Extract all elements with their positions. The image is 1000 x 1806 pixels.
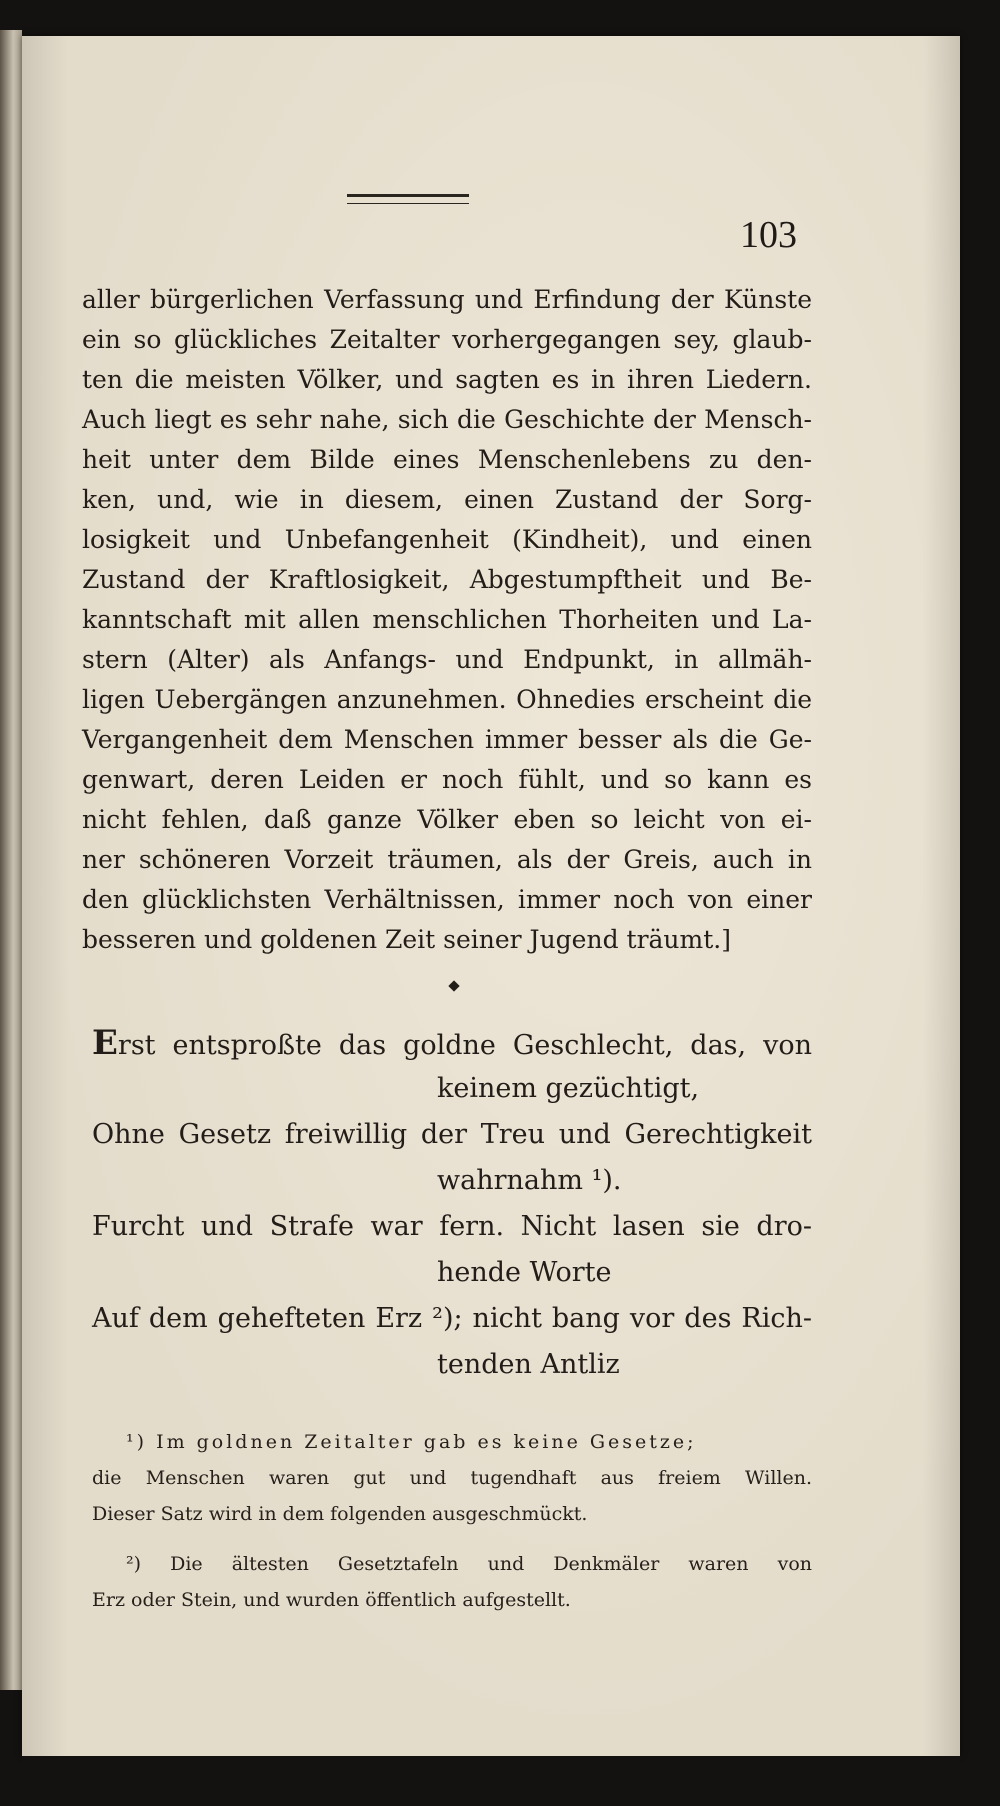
- prose-line: losigkeit und Unbefangenheit (Kindheit), und einen: [82, 525, 812, 554]
- prose-line: aller bürgerlichen Verfassung und Erfindung der Künste: [82, 285, 812, 314]
- prose-line: Auch liegt es sehr nahe, sich die Geschichte der Mensch-: [82, 405, 812, 434]
- prose-line: kanntschaft mit allen menschlichen Thorheiten und La-: [82, 605, 812, 634]
- footnote-2-line: ²) Die ältesten Gesetztafeln und Denkmäler waren von: [126, 1553, 812, 1575]
- verse-line: Furcht und Strafe war fern. Nicht lasen sie dro-: [92, 1211, 812, 1242]
- verse-line-text: rst entsproßte das goldne Geschlecht, das, von: [117, 1030, 812, 1061]
- footnote-2-line: Erz oder Stein, und wurden öffentlich aufgestellt.: [92, 1589, 571, 1611]
- verse-dropcap: E: [92, 1023, 118, 1063]
- verse-line-continuation: hende Worte: [437, 1257, 612, 1288]
- background-shadow: [22, 1756, 960, 1806]
- verse-line: Ohne Gesetz freiwillig der Treu und Gerechtigkeit: [92, 1119, 812, 1150]
- verse-line-continuation: keinem gezüchtigt,: [437, 1073, 700, 1104]
- prose-line: genwart, deren Leiden er noch fühlt, und so kann es: [82, 765, 812, 794]
- prose-line: besseren und goldenen Zeit seiner Jugend träumt.]: [82, 925, 731, 954]
- footnote-1-line: ¹) Im goldnen Zeitalter gab es keine Gesetze;: [126, 1431, 697, 1453]
- prose-line: ken, und, wie in diesem, einen Zustand der Sorg-: [82, 485, 812, 514]
- ornament-divider: [448, 980, 459, 991]
- prose-line: ein so glückliches Zeitalter vorhergegangen sey, glaub-: [82, 325, 812, 354]
- prose-line: ligen Uebergängen anzunehmen. Ohnedies erscheint die: [82, 685, 812, 714]
- footnotes: [92, 1424, 812, 1618]
- footnote-1-line: die Menschen waren gut und tugendhaft aus freiem Willen.: [92, 1467, 812, 1489]
- prose-paragraph: [82, 280, 812, 960]
- verse-line-continuation: wahrnahm ¹).: [437, 1165, 622, 1196]
- footnote-gap: [92, 1532, 812, 1546]
- verse-line: [92, 1020, 812, 1066]
- prose-line: Zustand der Kraftlosigkeit, Abgestumpftheit und Be-: [82, 565, 812, 594]
- footnote-1-line: Dieser Satz wird in dem folgenden ausgeschmückt.: [92, 1503, 588, 1525]
- prose-line: heit unter dem Bilde eines Menschenlebens zu den-: [82, 445, 812, 474]
- adjacent-page-edge: [0, 30, 22, 1690]
- book-page: [22, 36, 960, 1756]
- prose-line: nicht fehlen, daß ganze Völker eben so leicht von ei-: [82, 805, 812, 834]
- prose-line: den glücklichsten Verhältnissen, immer noch von einer: [82, 885, 812, 914]
- page-number: 103: [740, 214, 797, 256]
- prose-line: Vergangenheit dem Menschen immer besser als die Ge-: [82, 725, 812, 754]
- prose-line: ner schöneren Vorzeit träumen, als der Greis, auch in: [82, 845, 812, 874]
- prose-line: stern (Alter) als Anfangs- und Endpunkt, in allmäh-: [82, 645, 812, 674]
- verse-line-continuation: tenden Antliz: [437, 1349, 620, 1380]
- header-rule: [347, 194, 469, 204]
- verse-block: [92, 1020, 812, 1388]
- verse-line: Auf dem gehefteten Erz ²); nicht bang vor des Rich-: [92, 1303, 812, 1334]
- prose-line: ten die meisten Völker, und sagten es in ihren Liedern.: [82, 365, 812, 394]
